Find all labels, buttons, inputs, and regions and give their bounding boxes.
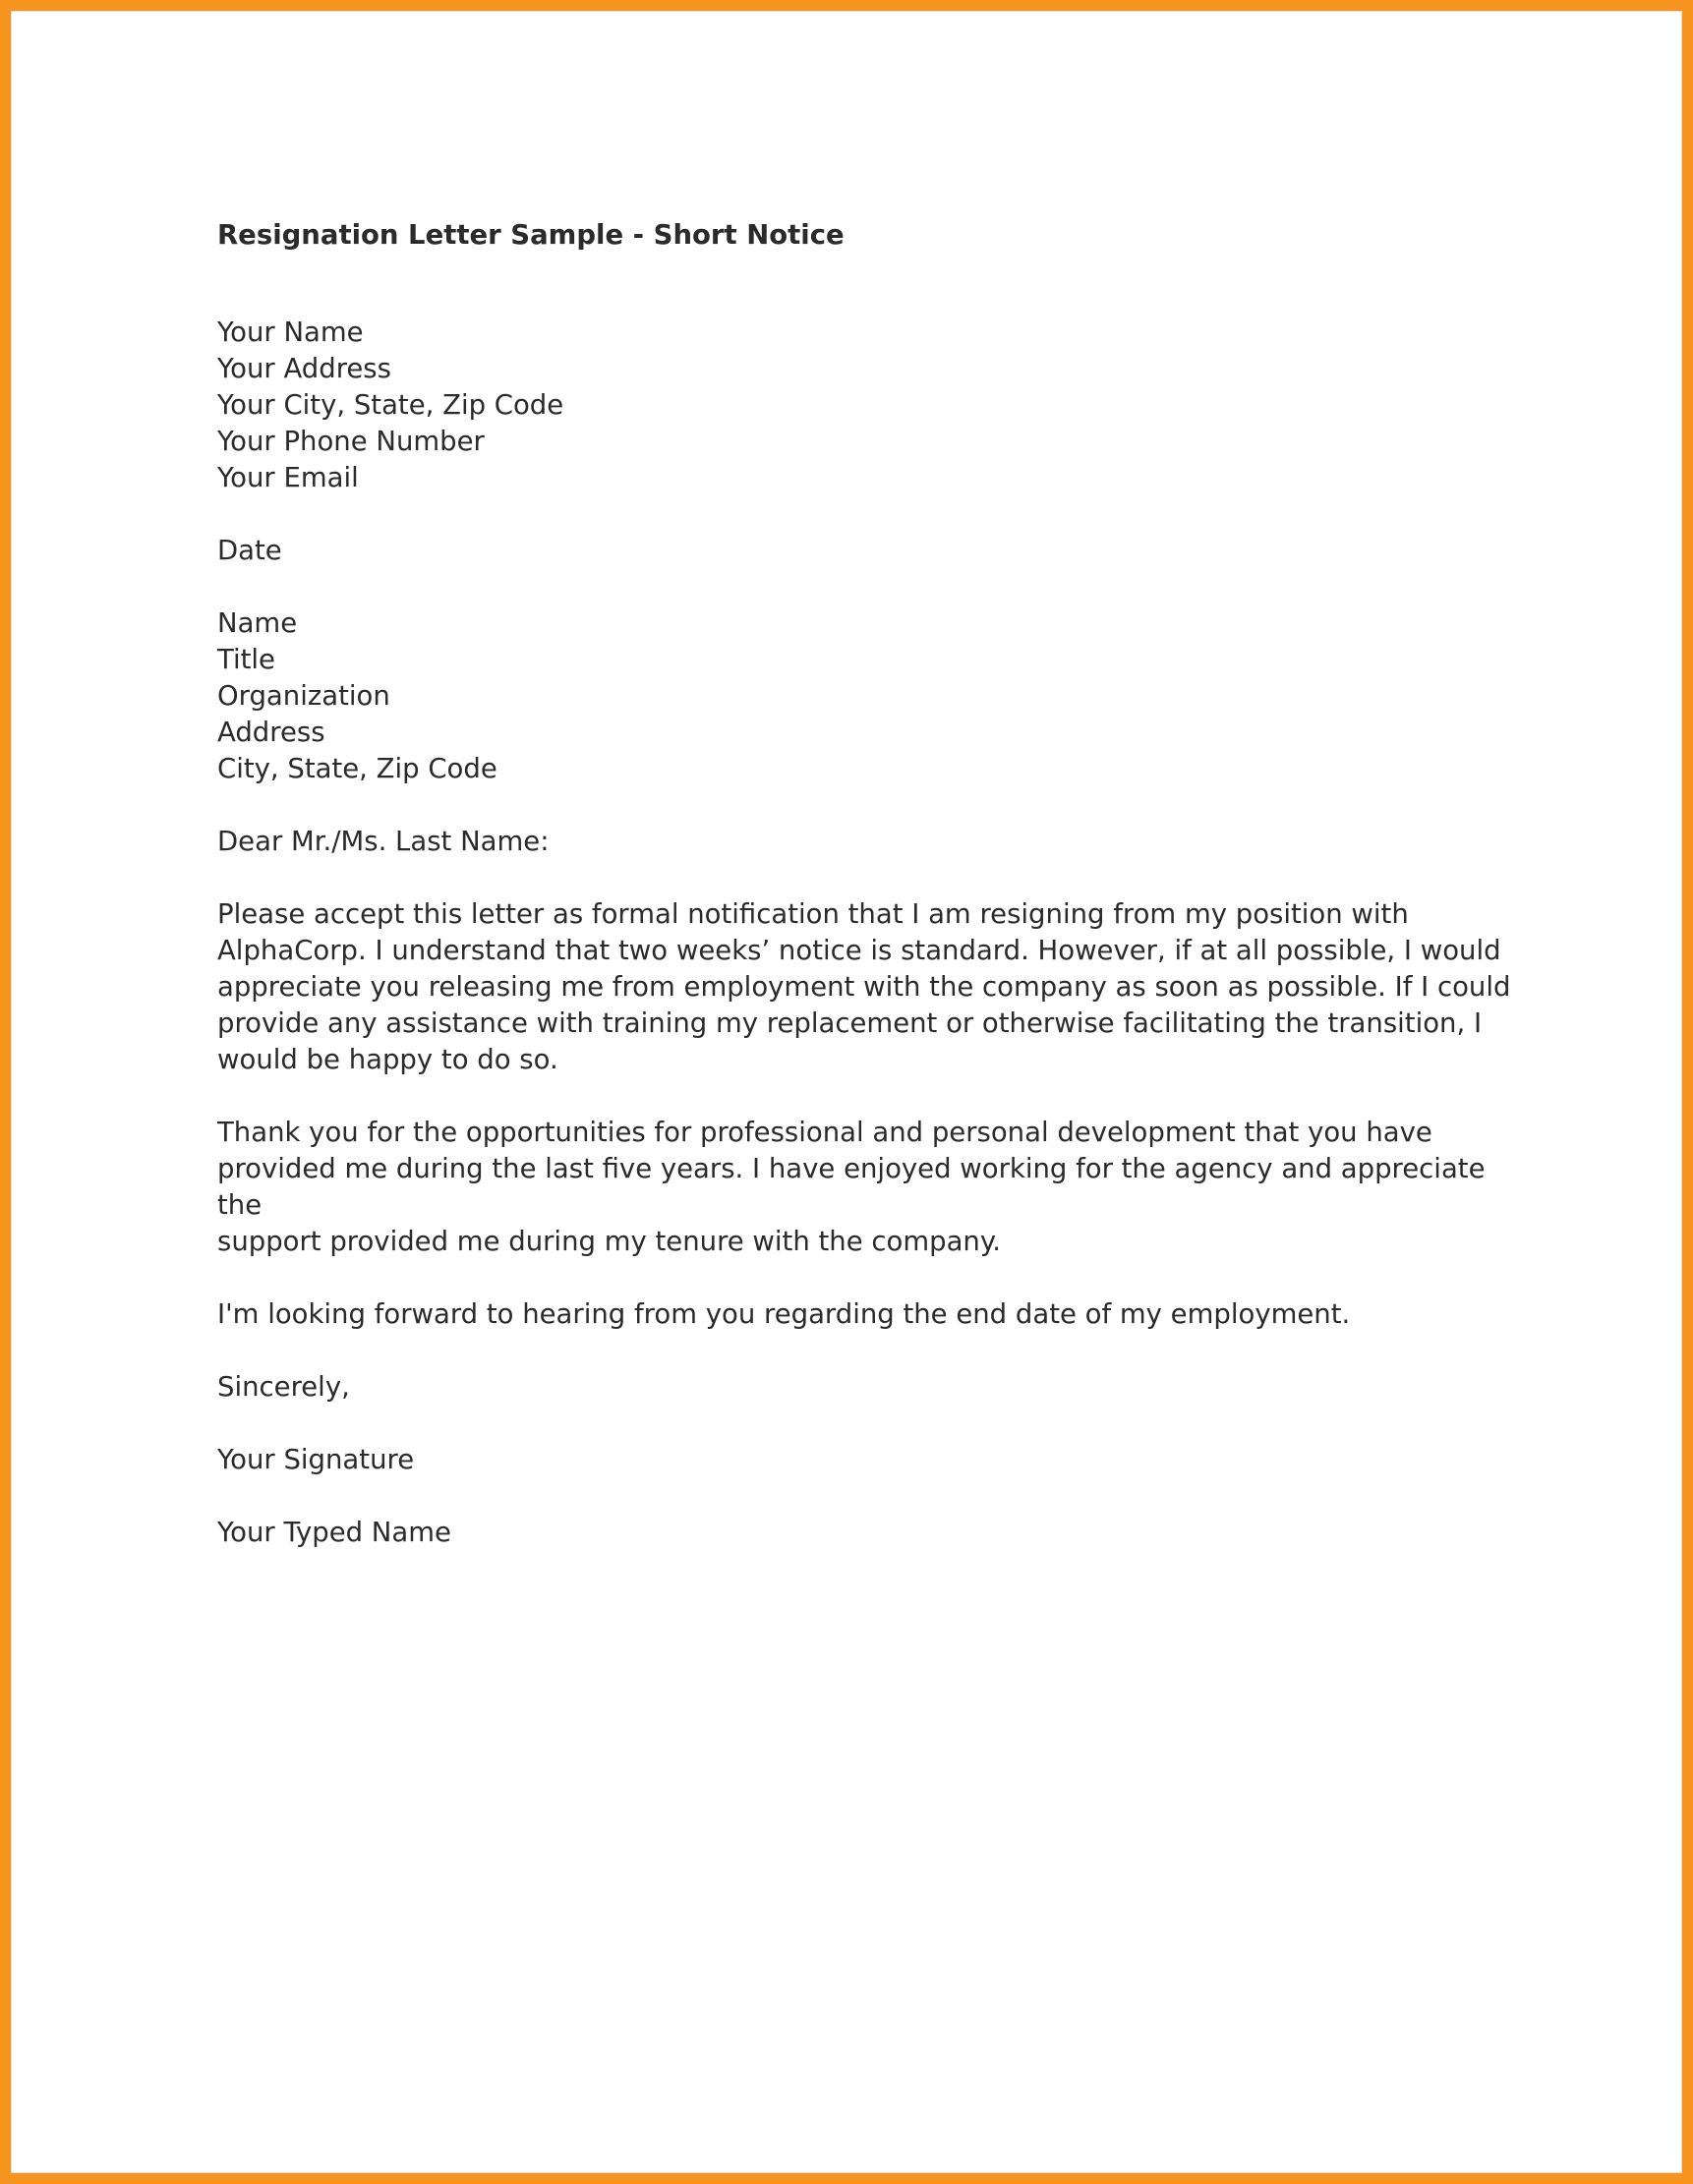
letter-title: Resignation Letter Sample - Short Notice [217, 219, 845, 251]
sender-block [217, 315, 1535, 496]
sender-phone: Your Phone Number [217, 426, 485, 457]
letter [217, 210, 1535, 1587]
body-paragraph-3: I'm looking forward to hearing from you regarding the end date of my employment. [217, 1298, 1351, 1330]
salutation: Dear Mr./Ms. Last Name: [217, 826, 550, 857]
signature: Your Signature [217, 1444, 415, 1475]
sender-email: Your Email [217, 462, 359, 493]
body-paragraph-2: Thank you for the opportunities for professional and personal development that you have provided me during the last five years. I have enjoyed working for the agency and appreciate the support provided me during my tenure with the company. [217, 1117, 1486, 1257]
date-line: Date [217, 535, 282, 566]
sender-address: Your Address [217, 353, 391, 384]
recipient-city-state-zip: City, State, Zip Code [217, 753, 497, 784]
recipient-block [217, 605, 1535, 787]
recipient-organization: Organization [217, 680, 390, 712]
sender-name: Your Name [217, 316, 364, 348]
recipient-name: Name [217, 607, 298, 639]
closing: Sincerely, [217, 1371, 350, 1403]
typed-name: Your Typed Name [217, 1517, 451, 1548]
body-paragraph-1: Please accept this letter as formal notification that I am resigning from my position with AlphaCorp. I understand that two weeks’ notice is standard. However, if at all possible, I would appreciate you releasing me from employment with the company as soon as possible. If I could provide any assistance with training my replacement or otherwise facilitating the transition, I would be happy to do so. [217, 898, 1511, 1075]
recipient-address: Address [217, 717, 325, 748]
sender-city-state-zip: Your City, State, Zip Code [217, 389, 564, 421]
recipient-title: Title [217, 644, 275, 675]
